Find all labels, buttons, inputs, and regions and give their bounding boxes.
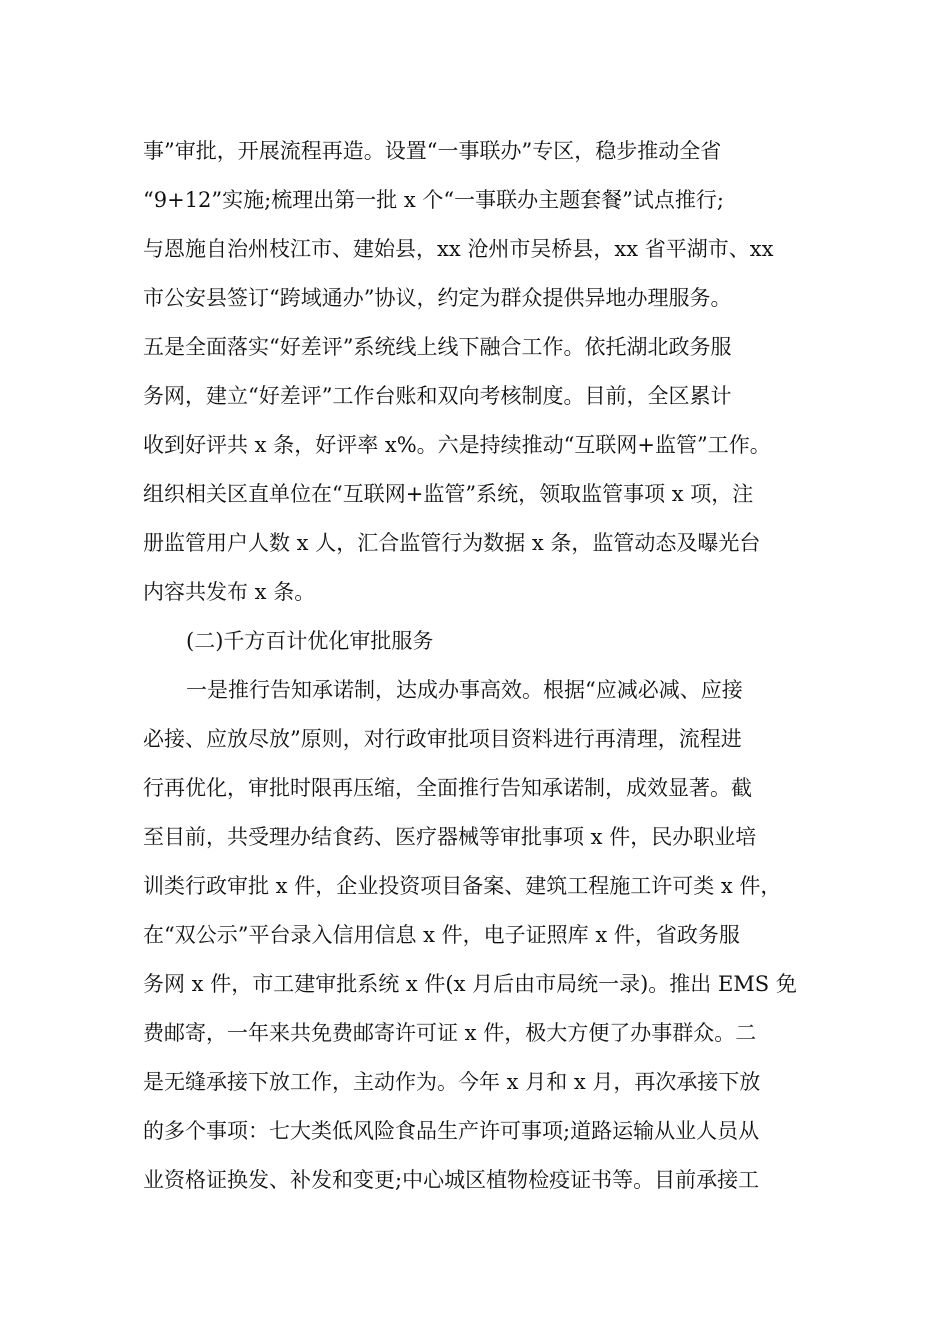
text-line: 训类行政审批 x 件，企业投资项目备案、建筑工程施工许可类 x 件， xyxy=(143,874,782,898)
text-line: 必接、应放尽放”原则，对行政审批项目资料进行再清理，流程进 xyxy=(143,727,742,751)
text-line: 行再优化，审批时限再压缩，全面推行告知承诺制，成效显著。截 xyxy=(143,776,752,800)
text-line: 与恩施自治州枝江市、建始县，xx 沧州市吴桥县，xx 省平湖市、xx xyxy=(143,237,774,261)
text-line: 至目前，共受理办结食药、医疗器械等审批事项 x 件，民办职业培 xyxy=(143,825,757,849)
text-line: “9+12”实施;梳理出第一批 x 个“一事联办主题套餐”试点推行; xyxy=(143,188,724,212)
text-line: 费邮寄，一年来共免费邮寄许可证 x 件，极大方便了办事群众。二 xyxy=(143,1021,757,1045)
text-line: 在“双公示”平台录入信用信息 x 件，电子证照库 x 件，省政务服 xyxy=(143,923,740,947)
text-line: 册监管用户人数 x 人，汇合监管行为数据 x 条，监管动态及曝光台 xyxy=(143,531,761,555)
text-line: 业资格证换发、补发和变更;中心城区植物检疫证书等。目前承接工 xyxy=(143,1168,760,1192)
text-line: 五是全面落实“好差评”系统线上线下融合工作。依托湖北政务服 xyxy=(143,335,732,359)
text-line: 是无缝承接下放工作，主动作为。今年 x 月和 x 月，再次承接下放 xyxy=(143,1070,761,1094)
text-line: 事”审批，开展流程再造。设置“一事联办”专区，稳步推动全省 xyxy=(143,139,722,163)
text-line: 组织相关区直单位在“互联网+监管”系统，领取监管事项 x 项，注 xyxy=(143,482,754,506)
text-line: 务网 x 件，市工建审批系统 x 件(x 月后由市局统一录)。推出 EMS 免 xyxy=(143,972,797,996)
text-line: 务网，建立“好差评”工作台账和双向考核制度。目前，全区累计 xyxy=(143,384,732,408)
body-text xyxy=(143,127,823,1205)
text-line: 收到好评共 x 条，好评率 x%。六是持续推动“互联网+监管”工作。 xyxy=(143,433,771,457)
section-heading: (二)千方百计优化审批服务 xyxy=(186,629,434,653)
text-line: 的多个事项：七大类低风险食品生产许可事项;道路运输从业人员从 xyxy=(143,1119,760,1143)
text-line: 市公安县签订“跨域通办”协议，约定为群众提供异地办理服务。 xyxy=(143,286,732,310)
text-line: 一是推行告知承诺制，达成办事高效。根据“应减必减、应接 xyxy=(186,678,743,702)
text-line: 内容共发布 x 条。 xyxy=(143,580,316,604)
